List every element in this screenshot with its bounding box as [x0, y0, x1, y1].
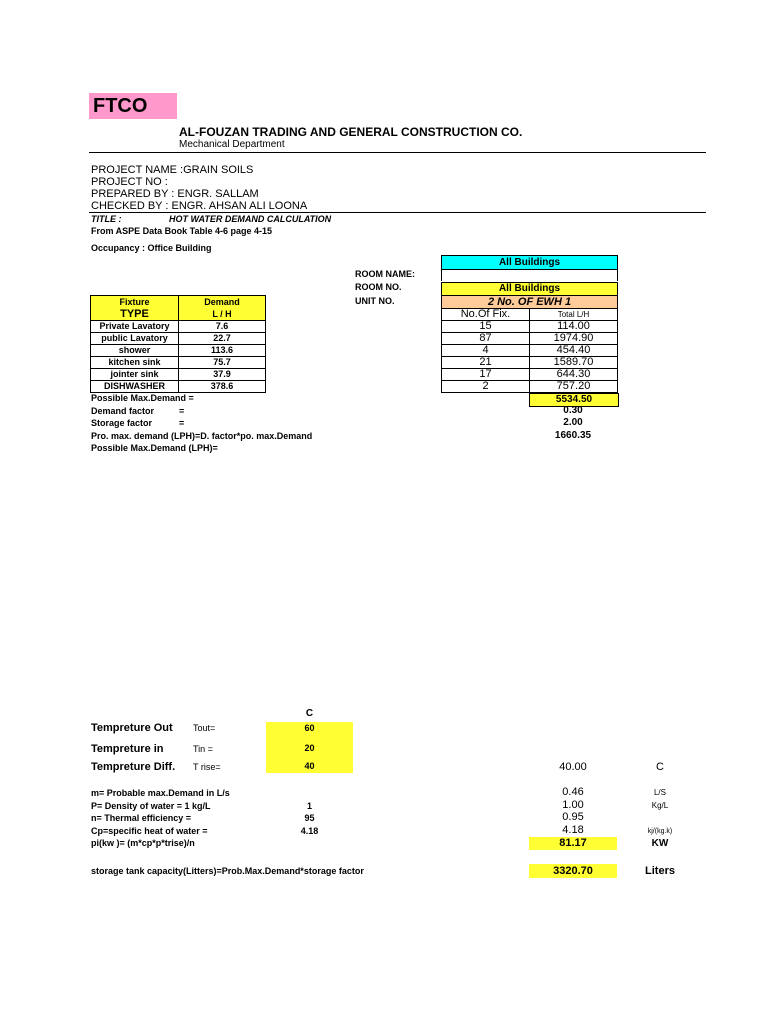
fixture-demand: 37.9: [179, 369, 266, 381]
fixture-total: 644.30: [530, 369, 618, 381]
cp-mid: 4.18: [300, 826, 319, 836]
table-row: [442, 321, 618, 333]
storage-unit: Liters: [645, 865, 675, 877]
results-table: [441, 308, 618, 393]
storage-label: storage tank capacity(Litters)=Prob.Max.Demand*storage factor: [91, 866, 364, 876]
fixture-count: 4: [442, 345, 530, 357]
room-header-box: All Buildings: [441, 255, 618, 270]
temp-in-symbol: Tin =: [193, 744, 213, 754]
possible-lph-label: Possible Max.Demand (LPH)=: [91, 443, 218, 453]
table-row: [91, 333, 266, 345]
fixture-demand: 7.6: [179, 321, 266, 333]
table-row: [442, 357, 618, 369]
fixture-total: 1974.90: [530, 333, 618, 345]
storage-factor-value: 2.00: [563, 417, 583, 428]
fixture-demand: 378.6: [179, 381, 266, 393]
fixture-name: shower: [91, 345, 179, 357]
storage-factor-eq: =: [179, 418, 185, 428]
p-label: P= Density of water = 1 kg/L: [91, 801, 211, 811]
fixture-count: 17: [442, 369, 530, 381]
demand-factor-eq: =: [179, 406, 185, 416]
pi-value: 81.17: [529, 837, 617, 850]
m-value: 0.46: [562, 786, 584, 798]
no-of-fix-header: No.Of Fix.: [442, 309, 530, 321]
table-row: [91, 357, 266, 369]
demand-factor-value: 0.30: [563, 405, 583, 416]
possible-max-value: 5534.50: [529, 393, 619, 407]
demand-factor-label: Demand factor: [91, 406, 155, 416]
results-header-row: [442, 309, 618, 321]
source-reference: From ASPE Data Book Table 4-6 page 4-15: [91, 226, 273, 236]
fixture-count: 2: [442, 381, 530, 393]
pi-label: pi(kw )= (m*cp*p*trise)/n: [91, 838, 195, 848]
m-unit: L/S: [653, 788, 666, 797]
temp-diff-value: 40: [266, 755, 353, 773]
fixture-demand: 22.7: [179, 333, 266, 345]
project-name: PROJECT NAME :GRAIN SOILS: [91, 164, 254, 176]
company-name: AL-FOUZAN TRADING AND GENERAL CONSTRUCTION CO.: [179, 125, 523, 139]
fixture-name: jointer sink: [91, 369, 179, 381]
fixture-name: public Lavatory: [91, 333, 179, 345]
title-value: HOT WATER DEMAND CALCULATION: [169, 214, 332, 224]
fixture-demand: 75.7: [179, 357, 266, 369]
fixture-count: 87: [442, 333, 530, 345]
company-logo: FTCO: [89, 93, 177, 119]
temp-in-label: Tempreture in: [91, 743, 164, 755]
unit-no-label: UNIT NO.: [355, 296, 395, 306]
header-divider: [89, 152, 706, 153]
fixture-count: 21: [442, 357, 530, 369]
table-row: [91, 381, 266, 393]
fixture-total: 757.20: [530, 381, 618, 393]
storage-factor-label: Storage factor: [91, 418, 153, 428]
fixture-type-header: [91, 296, 179, 321]
table-row: [91, 321, 266, 333]
fixture-total: 454.40: [530, 345, 618, 357]
demand-header: [179, 296, 266, 321]
type-header-label: TYPE: [120, 308, 149, 320]
table-row: [442, 333, 618, 345]
fixture-name: Private Lavatory: [91, 321, 179, 333]
storage-value: 3320.70: [529, 864, 617, 878]
demand-header-label: Demand: [204, 297, 240, 307]
project-divider: [89, 212, 706, 213]
prepared-by: PREPARED BY : ENGR. SALLAM: [91, 188, 259, 200]
checked-by: CHECKED BY : ENGR. AHSAN ALI LOONA: [91, 200, 308, 212]
title-label: TITLE :: [91, 214, 122, 224]
pro-max-label: Pro. max. demand (LPH)=D. factor*po. max.Demand: [91, 431, 313, 441]
pro-max-value: 1660.35: [554, 430, 592, 441]
n-value: 0.95: [562, 811, 584, 823]
table-row: [442, 345, 618, 357]
temp-out-value: 60: [266, 722, 353, 738]
project-no: PROJECT NO :: [91, 176, 168, 188]
room-no-label: ROOM NO.: [355, 282, 402, 292]
temp-diff-symbol: T rise=: [193, 762, 221, 772]
total-header: Total L/H: [530, 309, 618, 321]
cp-value: 4.18: [562, 824, 584, 836]
table-row: [91, 345, 266, 357]
p-mid: 1: [306, 801, 312, 811]
cp-unit: kj/(kg.k): [647, 828, 673, 835]
room-name-box: [441, 269, 618, 281]
pi-unit: KW: [651, 838, 669, 849]
fixture-table: [90, 295, 266, 393]
fixture-total: 114.00: [530, 321, 618, 333]
fixture-header-label: Fixture: [119, 297, 150, 307]
fixture-header-row: [91, 296, 266, 321]
fixture-total: 1589.70: [530, 357, 618, 369]
fixture-name: DISHWASHER: [91, 381, 179, 393]
m-label: m= Probable max.Demand in L/s: [91, 788, 230, 798]
n-label: n= Thermal efficiency =: [91, 813, 192, 823]
table-row: [91, 369, 266, 381]
fixture-name: kitchen sink: [91, 357, 179, 369]
unit-no-box: 2 No. OF EWH 1: [441, 295, 618, 309]
temp-diff-result: 40.00: [559, 761, 587, 773]
p-value: 1.00: [562, 799, 584, 811]
possible-max-label: Possible Max.Demand =: [91, 393, 194, 403]
cp-label: Cp=specific heat of water =: [91, 826, 208, 836]
demand-unit-label: L / H: [212, 309, 232, 319]
occupancy: Occupancy : Office Building: [91, 243, 212, 253]
fixture-demand: 113.6: [179, 345, 266, 357]
fixture-count: 15: [442, 321, 530, 333]
temp-in-value: 20: [266, 738, 353, 755]
p-unit: Kg/L: [651, 801, 669, 810]
temp-unit-header: C: [305, 708, 314, 719]
department-name: Mechanical Department: [179, 139, 285, 150]
table-row: [442, 381, 618, 393]
room-name-label: ROOM NAME:: [355, 269, 415, 279]
table-row: [442, 369, 618, 381]
temp-diff-unit: C: [656, 761, 664, 773]
temp-diff-label: Tempreture Diff.: [91, 761, 176, 773]
temp-out-symbol: Tout=: [193, 723, 216, 733]
room-no-box: All Buildings: [441, 282, 618, 296]
temp-out-label: Tempreture Out: [91, 722, 173, 734]
n-mid: 95: [304, 813, 315, 823]
